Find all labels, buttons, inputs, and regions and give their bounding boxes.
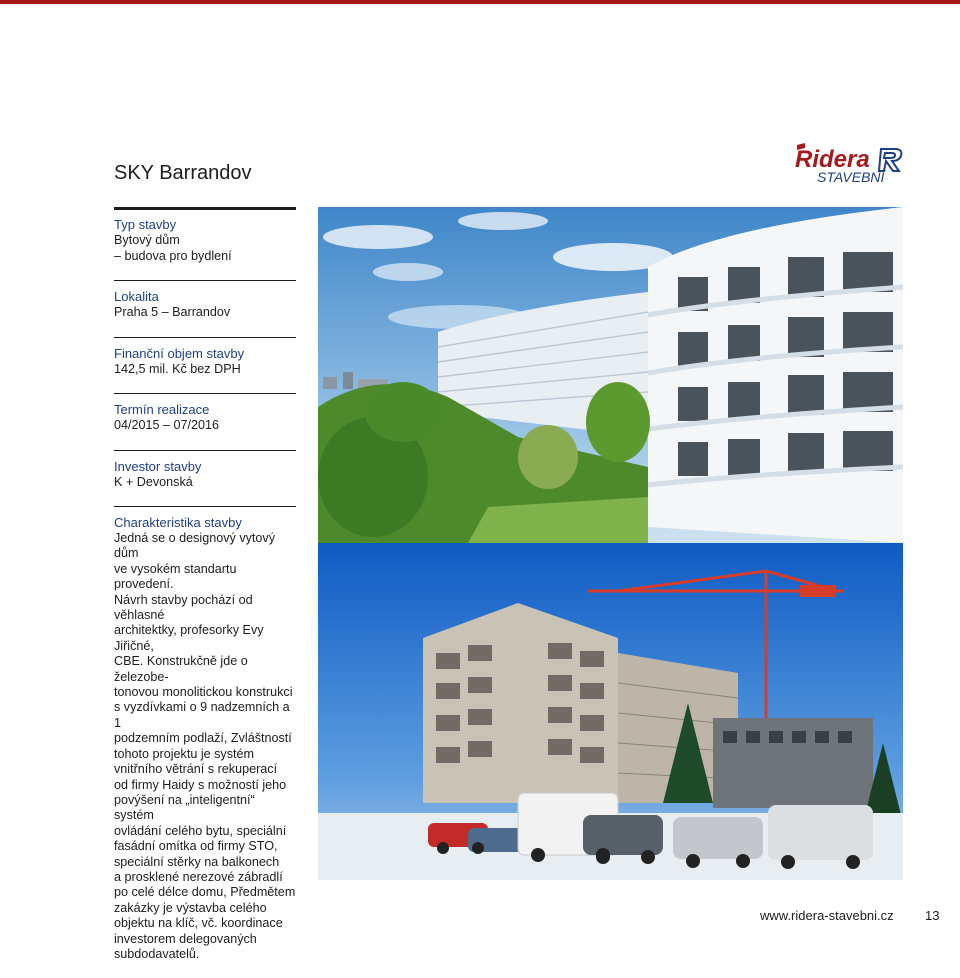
section-value: K + Devonská xyxy=(114,474,193,489)
page-title: SKY Barrandov xyxy=(114,162,252,184)
section-typ-stavby xyxy=(114,207,296,264)
section-label: Finanční objem stavby xyxy=(114,345,245,361)
section-label: Termín realizace xyxy=(114,402,210,417)
description-line: po celé délce domu, Předmětem xyxy=(114,885,296,900)
section-label: Charakteristika stavby xyxy=(114,515,242,530)
page-number: 13 xyxy=(925,908,940,923)
section-label: Investor stavby xyxy=(114,458,202,474)
section-charakteristika xyxy=(114,506,296,962)
section-financni-objem xyxy=(114,337,296,378)
description-line: povýšení na „inteligentní“ systém xyxy=(114,792,255,823)
description-line: ve vysokém standartu provedení. xyxy=(114,561,237,592)
description-line: zakázky je výstavba celého xyxy=(114,900,267,915)
section-label: Lokalita xyxy=(114,289,159,304)
ridera-logo xyxy=(795,141,907,185)
section-value: – budova pro bydlení xyxy=(114,248,232,263)
logo-subtitle: STAVEBNÍ xyxy=(817,169,885,185)
description-line: Jedná se o designový vytový dům xyxy=(114,531,276,561)
description-line: podzemním podlaží, Zvláštností xyxy=(114,731,292,746)
description-line: speciální stěrky na balkonech xyxy=(114,854,280,869)
description-line: investorem delegovaných xyxy=(114,931,257,946)
description-line: a prosklené nerezové zábradlí xyxy=(114,869,283,884)
section-value: Bytový dům xyxy=(114,233,180,247)
description-line: subdodavatelů. xyxy=(114,946,200,961)
description-line: vnitřního větrání s rekuperací xyxy=(114,762,278,777)
section-value: 142,5 mil. Kč bez DPH xyxy=(114,361,241,376)
footer-website-link[interactable]: www.ridera-stavebni.cz xyxy=(760,908,894,923)
section-label: Typ stavby xyxy=(114,217,177,232)
project-info-sidebar xyxy=(114,207,296,978)
logo-wordmark: Ridera xyxy=(795,146,870,173)
construction-site-photo xyxy=(318,543,903,880)
section-investor xyxy=(114,450,296,491)
building-rendering-photo xyxy=(318,207,903,543)
description-line: architektky, profesorky Evy Jiřičné, xyxy=(114,623,264,653)
top-accent-bar xyxy=(0,0,960,4)
section-value: Praha 5 – Barrandov xyxy=(114,305,231,319)
description-line: s vyzdívkami o 9 nadzemních a 1 xyxy=(114,700,290,730)
description-line: fasádní omítka od firmy STO, xyxy=(114,839,278,854)
description-line: ovládání celého bytu, speciální xyxy=(114,823,287,838)
section-lokalita xyxy=(114,280,296,321)
description-line: tonovou monolitickou konstrukci xyxy=(114,685,293,700)
description-line: Návrh stavby pochází od věhlasné xyxy=(114,592,253,623)
description-line: tohoto projektu je systém xyxy=(114,746,255,761)
description-line: CBE. Konstrukčně jde o železobe- xyxy=(114,654,248,684)
description-line: objektu na klíč, vč. koordinace xyxy=(114,916,283,931)
section-value: 04/2015 – 07/2016 xyxy=(114,418,220,432)
section-termin-realizace xyxy=(114,393,296,434)
description-line: od firmy Haidy s možností jeho xyxy=(114,777,287,792)
logo-r-mark-icon xyxy=(879,149,901,171)
